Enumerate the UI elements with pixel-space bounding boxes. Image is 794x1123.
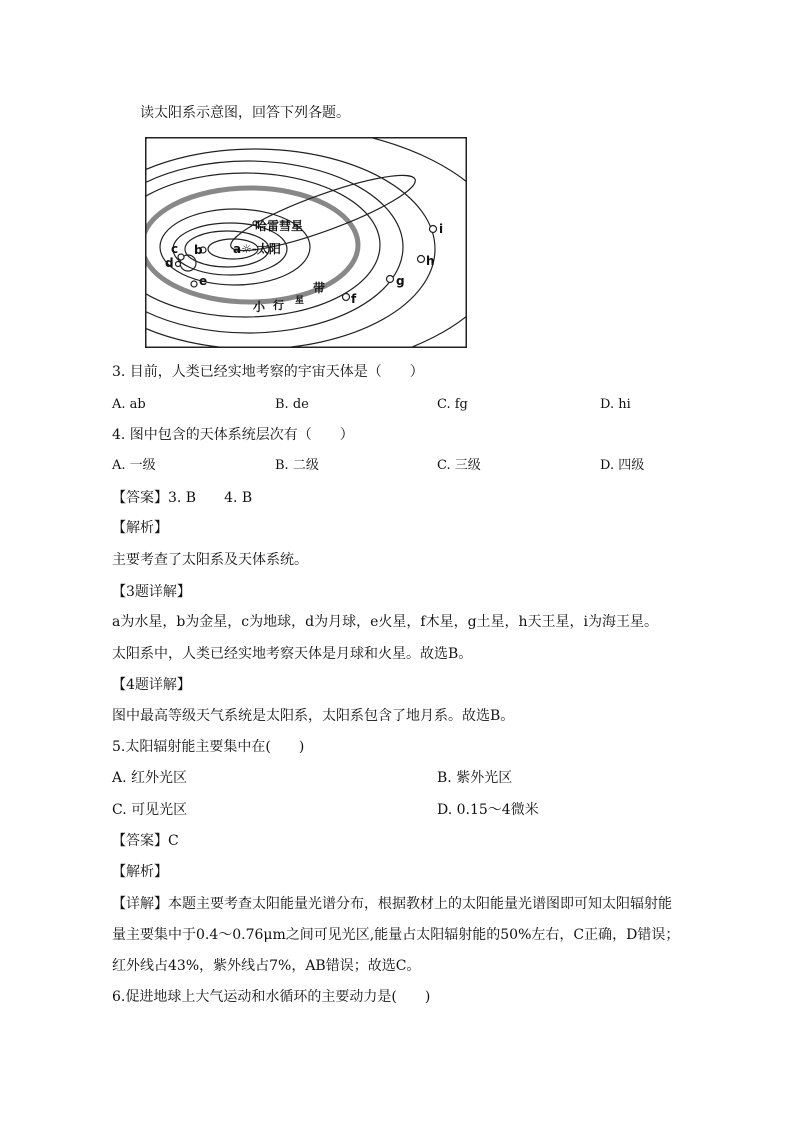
q5-option-c: C. 可见光区 <box>112 802 188 818</box>
planet-d <box>176 262 181 267</box>
label-i: i <box>439 222 444 236</box>
label-belt-3: 星 <box>295 296 305 306</box>
planet-c <box>178 254 184 260</box>
answer-3-4: 【答案】3. B 4. B <box>112 490 253 506</box>
q5-stem: 5.太阳辐射能主要集中在( ) <box>112 739 305 755</box>
q5-detail-line-2: 量主要集中于0.4～0.76μm之间可见光区,能量占太阳辐射能的50%左右，C正确，D错误； <box>112 927 680 943</box>
intro-text: 读太阳系示意图，回答下列各题。 <box>140 105 350 121</box>
q5-detail-line-1: 【详解】本题主要考查太阳能量光谱分布，根据教材上的太阳能量光谱图即可知太阳辐射能 <box>112 896 672 912</box>
q3-stem: 3. 目前，人类已经实地考察的宇宙天体是（ ） <box>112 364 424 380</box>
answer-5: 【答案】C <box>112 833 179 849</box>
q4-stem: 4. 图中包含的天体系统层次有（ ） <box>112 427 354 443</box>
label-h: h <box>426 254 435 268</box>
q5-option-b: B. 紫外光区 <box>437 770 513 786</box>
label-sun: a☼-太阳 <box>233 242 281 256</box>
q3-option-c: C. fg <box>437 397 468 412</box>
q5-option-d: D. 0.15～4微米 <box>437 802 539 818</box>
label-f: f <box>351 292 357 306</box>
label-c: c <box>171 242 179 256</box>
q3-option-d: D. hi <box>600 397 631 412</box>
label-belt-4: 带 <box>313 281 326 295</box>
analysis-text-1: 主要考查了太阳系及天体系统。 <box>112 552 308 568</box>
label-b: b <box>194 243 203 257</box>
planet-i <box>430 226 437 233</box>
q3-detail-line-1: a为水星，b为金星，c为地球，d为月球，e火星，f木星，g土星，h天王星，i为海王星。 <box>112 614 659 630</box>
analysis-heading-2: 【解析】 <box>112 864 168 880</box>
label-d: d <box>165 256 174 270</box>
label-belt-2: 行 <box>273 299 284 312</box>
q4-detail-line-1: 图中最高等级天气系统是太阳系，太阳系包含了地月系。故选B。 <box>112 708 515 724</box>
planet-g <box>387 276 394 283</box>
q5-detail-line-3: 红外线占43%，紫外线占7%，AB错误；故选C。 <box>112 958 421 974</box>
q3-detail-line-2: 太阳系中，人类已经实地考察天体是月球和火星。故选B。 <box>112 646 473 662</box>
label-e: e <box>199 274 208 288</box>
label-belt-1: 小 <box>253 300 266 314</box>
planet-e <box>191 281 197 287</box>
q3-option-b: B. de <box>275 397 309 412</box>
q3-detail-heading: 【3题详解】 <box>112 584 191 600</box>
label-g: g <box>396 274 405 288</box>
q5-option-a: A. 红外光区 <box>112 770 188 786</box>
solar-system-diagram <box>145 137 467 348</box>
q4-option-b: B. 二级 <box>275 458 319 473</box>
q3-option-a: A. ab <box>112 397 146 412</box>
label-halley: 哈雷彗星 <box>255 219 304 233</box>
planet-f <box>343 294 350 301</box>
analysis-heading-1: 【解析】 <box>112 520 168 536</box>
q6-stem: 6.促进地球上大气运动和水循环的主要动力是( ) <box>112 989 431 1005</box>
planet-h <box>418 256 425 263</box>
q4-option-c: C. 三级 <box>437 458 481 473</box>
q4-detail-heading: 【4题详解】 <box>112 677 191 693</box>
q4-option-a: A. 一级 <box>112 458 156 473</box>
q4-option-d: D. 四级 <box>600 458 645 473</box>
